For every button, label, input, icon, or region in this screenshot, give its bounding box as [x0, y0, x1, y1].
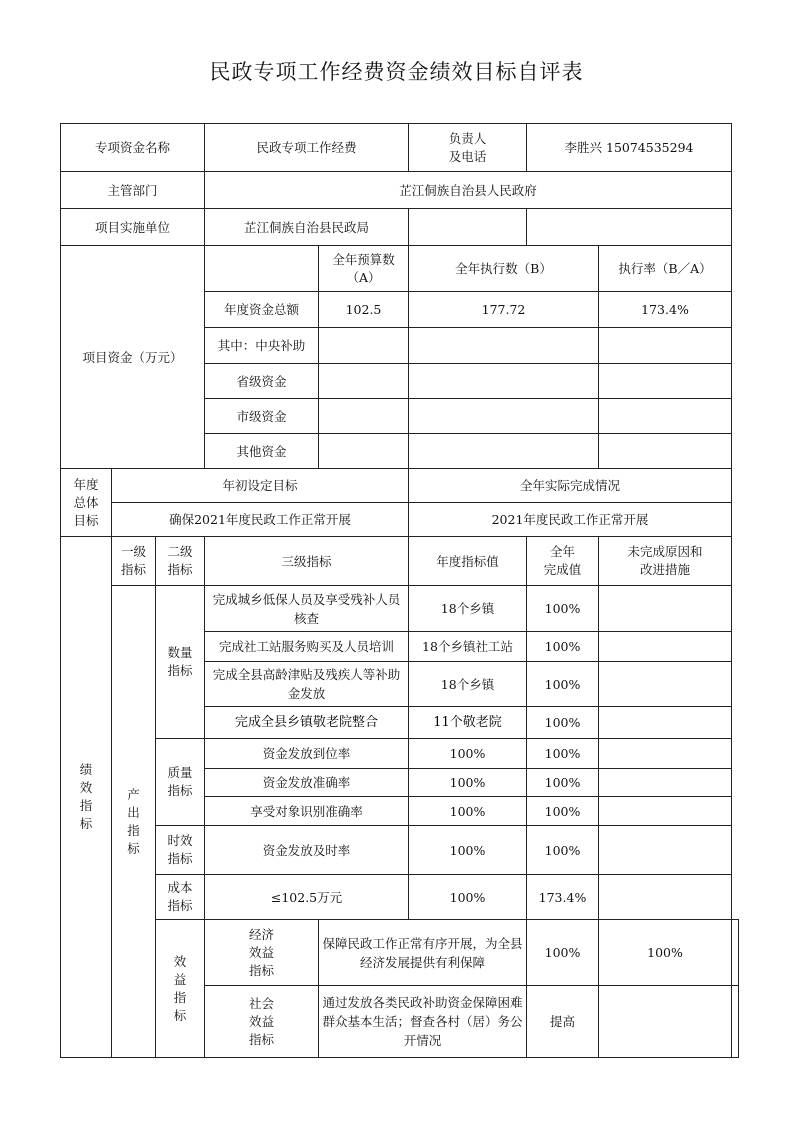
table-row: [61, 875, 739, 920]
group-label-economic: 经济 效益 指标: [205, 920, 319, 986]
fund-row-exec: [409, 434, 599, 469]
funds-header-empty: [205, 246, 319, 292]
group-label-timeliness: 时效 指标: [156, 826, 205, 875]
indicator-done: 100%: [527, 586, 599, 632]
fund-row-label: 年度资金总额: [205, 292, 319, 328]
indicator-name: 资金发放准确率: [205, 769, 409, 797]
indicator-reason: [732, 986, 739, 1058]
impl-label: 项目实施单位: [61, 209, 205, 246]
indicator-name: 通过发放各类民政补助资金保障困难群众基本生活；督查各村（居）务公开情况: [319, 986, 527, 1058]
indicator-name: 享受对象识别准确率: [205, 797, 409, 826]
col-l2: 二级 指标: [156, 537, 205, 586]
indicator-done: 100%: [527, 826, 599, 875]
col-done: 全年 完成值: [527, 537, 599, 586]
indicator-name: 资金发放及时率: [205, 826, 409, 875]
indicator-name: ≤102.5万元: [205, 875, 409, 920]
indicator-name: 保障民政工作正常有序开展，为全县经济发展提供有利保障: [319, 920, 527, 986]
indicator-reason: [599, 769, 732, 797]
indicator-done: 100%: [527, 662, 599, 707]
indicator-done: 100%: [527, 739, 599, 769]
col-reason: 未完成原因和 改进措施: [599, 537, 732, 586]
indicator-done: 173.4%: [527, 875, 599, 920]
indicator-reason: [599, 797, 732, 826]
impl-empty-2: [527, 209, 732, 246]
fund-row-budget: 102.5: [319, 292, 409, 328]
fund-name-label: 专项资金名称: [61, 124, 205, 172]
indicator-value: 100%: [409, 769, 527, 797]
fund-row-rate: [599, 364, 732, 399]
fund-row-budget: [319, 364, 409, 399]
col-target: 年初设定目标: [112, 469, 409, 503]
group-label-quality: 质量 指标: [156, 739, 205, 826]
impl-value: 芷江侗族自治县民政局: [205, 209, 409, 246]
group-label-social: 社会 效益 指标: [205, 986, 319, 1058]
indicator-reason: [599, 707, 732, 739]
fund-row-exec: [409, 364, 599, 399]
fund-row-budget: [319, 399, 409, 434]
goal-actual: 2021年度民政工作正常开展: [409, 503, 732, 537]
output-label: 产 出 指 标: [112, 586, 156, 1058]
perf-section-label: 绩 效 指 标: [61, 537, 112, 1058]
col-l1: 一级 指标: [112, 537, 156, 586]
fund-row-rate: [599, 399, 732, 434]
table-row: [61, 826, 739, 875]
page-title: 民政专项工作经费资金绩效目标自评表: [209, 60, 584, 84]
fund-row-exec: [409, 328, 599, 364]
goals-section-label: 年度 总体 目标: [61, 469, 112, 537]
evaluation-table: [60, 123, 739, 1058]
indicator-value: 18个乡镇: [409, 586, 527, 632]
fund-row-rate: 173.4%: [599, 292, 732, 328]
indicator-name: 完成社工站服务购买及人员培训: [205, 632, 409, 662]
indicator-reason: [599, 826, 732, 875]
table-row: [61, 920, 739, 986]
indicator-done: [599, 986, 732, 1058]
indicator-reason: [599, 586, 732, 632]
funds-section-label: 项目资金（万元）: [61, 246, 205, 469]
col-exec: 全年执行数（B）: [409, 246, 599, 292]
indicator-value: 18个乡镇: [409, 662, 527, 707]
fund-row-rate: [599, 328, 732, 364]
indicator-reason: [599, 632, 732, 662]
indicator-reason: [599, 875, 732, 920]
dept-label: 主管部门: [61, 172, 205, 209]
table-row: [61, 586, 739, 632]
col-budget: 全年预算数 （A）: [319, 246, 409, 292]
indicator-value: 100%: [409, 797, 527, 826]
fund-row-label: 市级资金: [205, 399, 319, 434]
indicator-done: 100%: [527, 632, 599, 662]
col-l3: 三级指标: [205, 537, 409, 586]
fund-row-label: 其他资金: [205, 434, 319, 469]
indicator-name: 完成城乡低保人员及享受残补人员核查: [205, 586, 409, 632]
fund-name-value: 民政专项工作经费: [205, 124, 409, 172]
fund-row-exec: [409, 399, 599, 434]
col-rate: 执行率（B／A）: [599, 246, 732, 292]
indicator-name: 资金发放到位率: [205, 739, 409, 769]
indicator-name: 完成全县高龄津贴及残疾人等补助金发放: [205, 662, 409, 707]
indicator-reason: [599, 739, 732, 769]
indicator-done: 100%: [527, 769, 599, 797]
indicator-value: 11个敬老院: [409, 707, 527, 739]
impl-empty-1: [409, 209, 527, 246]
indicator-reason: [599, 662, 732, 707]
group-label-quantity: 数量 指标: [156, 586, 205, 739]
indicator-value: 100%: [527, 920, 599, 986]
fund-row-budget: [319, 328, 409, 364]
fund-row-budget: [319, 434, 409, 469]
dept-value: 芷江侗族自治县人民政府: [205, 172, 732, 209]
indicator-done: 100%: [599, 920, 732, 986]
indicator-name: 完成全县乡镇敬老院整合: [205, 707, 409, 739]
indicator-value: 100%: [409, 826, 527, 875]
group-label-cost: 成本 指标: [156, 875, 205, 920]
fund-row-rate: [599, 434, 732, 469]
indicator-value: 18个乡镇社工站: [409, 632, 527, 662]
responsible-value: 李胜兴 15074535294: [527, 124, 732, 172]
responsible-label: 负责人 及电话: [409, 124, 527, 172]
indicator-value: 100%: [409, 875, 527, 920]
fund-row-exec: 177.72: [409, 292, 599, 328]
col-value: 年度指标值: [409, 537, 527, 586]
goal-target: 确保2021年度民政工作正常开展: [112, 503, 409, 537]
indicator-reason: [732, 920, 739, 986]
indicator-done: 100%: [527, 707, 599, 739]
fund-row-label: 其中：中央补助: [205, 328, 319, 364]
table-row: [61, 739, 739, 769]
indicator-value: 100%: [409, 739, 527, 769]
fund-row-label: 省级资金: [205, 364, 319, 399]
col-actual: 全年实际完成情况: [409, 469, 732, 503]
indicator-done: 100%: [527, 797, 599, 826]
indicator-value: 提高: [527, 986, 599, 1058]
benefit-label: 效 益 指 标: [156, 920, 205, 1058]
